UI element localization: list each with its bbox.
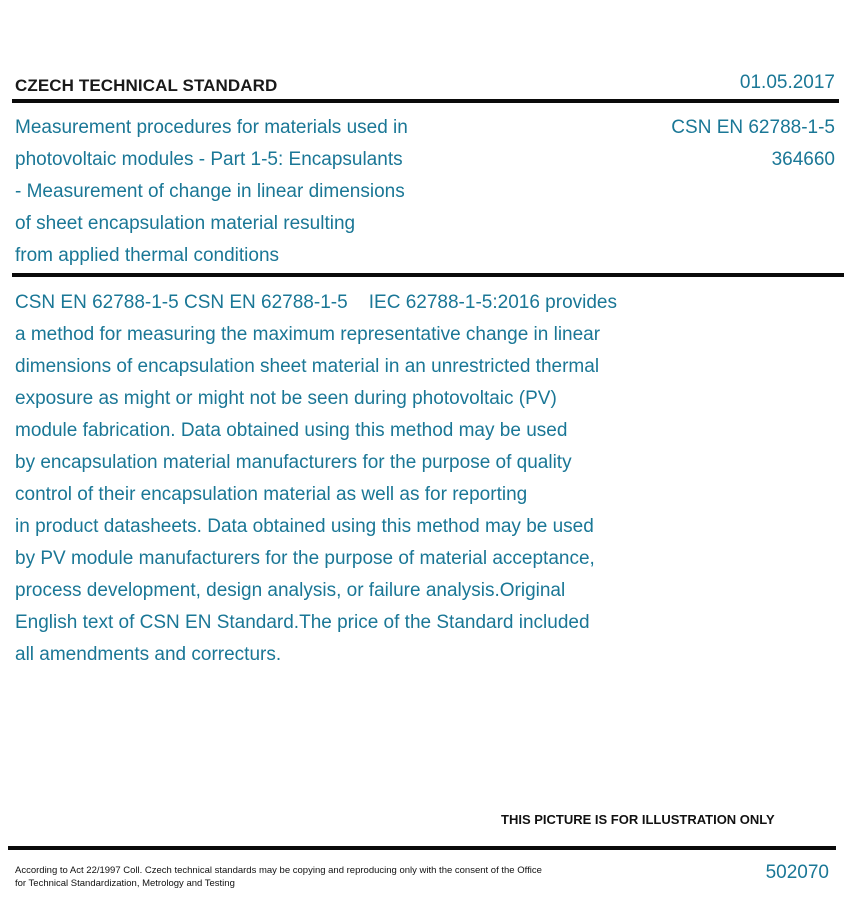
description-line: by PV module manufacturers for the purpose of material acceptance, (15, 548, 595, 569)
description-line: process development, design analysis, or failure analysis.Original (15, 580, 566, 601)
description-line: exposure as might or might not be seen during photovoltaic (PV) (15, 388, 557, 409)
description-line: control of their encapsulation material as well as for reporting (15, 484, 528, 505)
title-line: - Measurement of change in linear dimensions (15, 181, 405, 202)
legal-notice-line: for Technical Standardization, Metrology and Testing (15, 878, 235, 889)
description-line: module fabrication. Data obtained using this method may be used (15, 420, 568, 441)
document-type-label: CZECH TECHNICAL STANDARD (15, 76, 278, 95)
footer-divider (8, 846, 836, 850)
header-divider (12, 99, 839, 103)
standard-designation: CSN EN 62788-1-5 (671, 117, 835, 138)
standard-description (15, 287, 715, 671)
standard-title (15, 112, 485, 272)
title-divider (12, 273, 844, 277)
title-line: photovoltaic modules - Part 1-5: Encapsulants (15, 149, 403, 170)
standard-codes (671, 112, 835, 176)
description-line: a method for measuring the maximum representative change in linear (15, 324, 601, 345)
legal-notice-line: According to Act 22/1997 Coll. Czech technical standards may be copying and reproducing only with the consent of the Office (15, 865, 542, 876)
title-line: from applied thermal conditions (15, 245, 280, 266)
title-line: Measurement procedures for materials used in (15, 117, 408, 138)
legal-notice (15, 864, 615, 890)
description-line: by encapsulation material manufacturers for the purpose of quality (15, 452, 572, 473)
catalog-number: 364660 (771, 149, 835, 170)
title-line: of sheet encapsulation material resulting (15, 213, 356, 234)
description-line: English text of CSN EN Standard.The price of the Standard included (15, 612, 590, 633)
description-line: all amendments and correcturs. (15, 644, 282, 665)
illustration-disclaimer: THIS PICTURE IS FOR ILLUSTRATION ONLY (501, 812, 775, 827)
description-line: in product datasheets. Data obtained using this method may be used (15, 516, 594, 537)
description-line: dimensions of encapsulation sheet material in an unrestricted thermal (15, 356, 600, 377)
publication-date: 01.05.2017 (739, 72, 835, 93)
description-line: CSN EN 62788-1-5 CSN EN 62788-1-5 IEC 62788-1-5:2016 provides (15, 292, 617, 313)
footer-code: 502070 (765, 862, 829, 883)
